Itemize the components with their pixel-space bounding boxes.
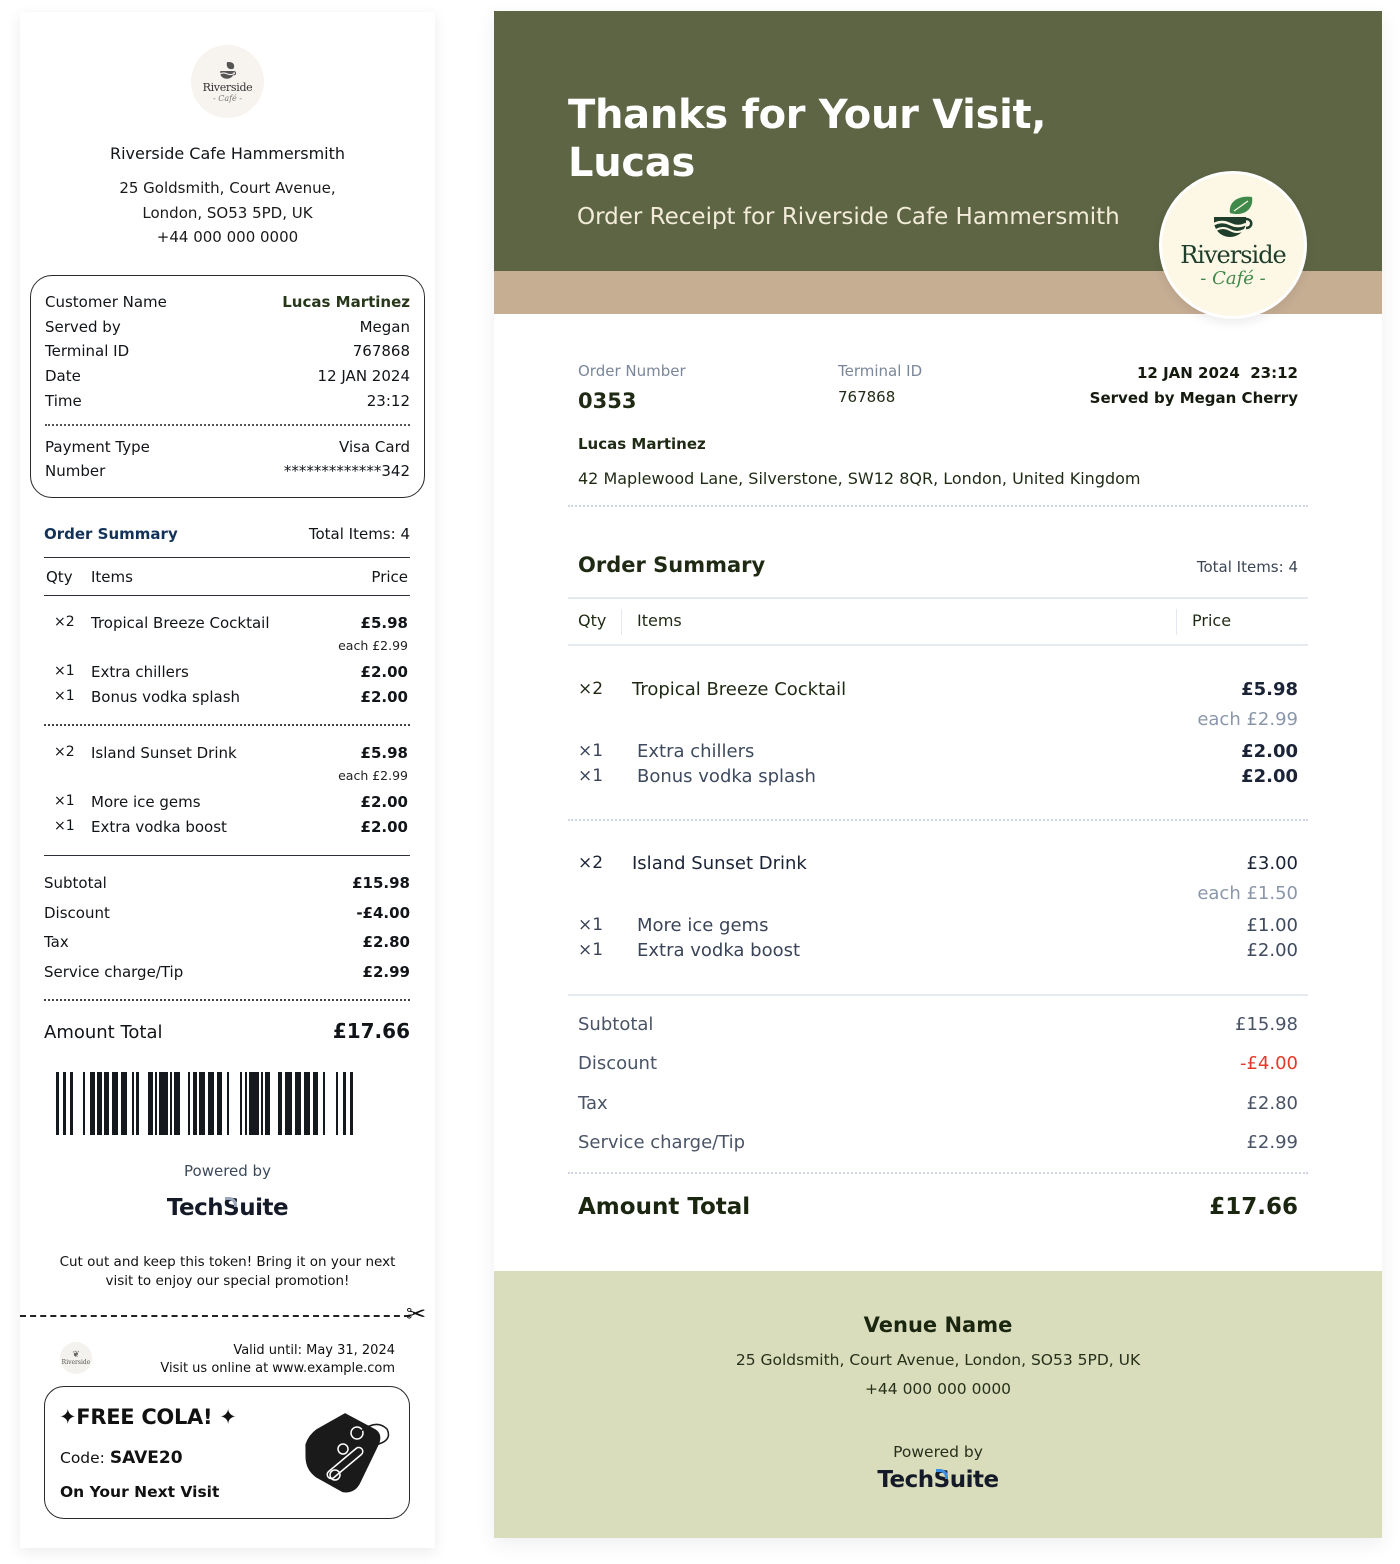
discount-row <box>44 904 410 922</box>
promo-coupon <box>44 1386 410 1519</box>
techsuite-logo <box>494 1467 1382 1493</box>
order-number: 0353 <box>578 389 637 413</box>
item-qty: ×1 <box>578 741 604 761</box>
item-unit-price: each £2.99 <box>1197 709 1298 730</box>
total-items: Total Items: 4 <box>308 525 410 543</box>
total-value: £2.99 <box>362 963 410 981</box>
coupon-validity <box>160 1342 395 1377</box>
line-item <box>578 679 1298 705</box>
venue-phone: +44 000 000 0000 <box>156 228 299 246</box>
item-price: £2.00 <box>360 793 408 811</box>
subtotal-row <box>578 1014 1298 1035</box>
info-row-served-by <box>45 315 410 340</box>
item-price: £2.00 <box>1241 741 1298 762</box>
item-name: Extra vodka boost <box>637 940 801 961</box>
logo-subword: - Café - <box>212 93 243 103</box>
order-number-label: Order Number <box>578 362 686 380</box>
tax-row <box>578 1093 1298 1114</box>
amount-total-label: Amount Total <box>578 1194 751 1220</box>
line-item <box>44 744 410 766</box>
venue-address <box>20 176 435 250</box>
col-qty: Qty <box>578 611 607 630</box>
coupon-code-label: Code: <box>60 1449 110 1467</box>
scissors-icon: ✂ <box>406 1300 427 1328</box>
item-qty: ×2 <box>578 853 604 873</box>
line-item-extra <box>44 793 410 815</box>
item-name: Bonus vodka splash <box>637 766 816 787</box>
brand-part1: Tech <box>877 1467 934 1493</box>
item-price: £2.00 <box>360 818 408 836</box>
amount-total-label: Amount Total <box>44 1022 163 1043</box>
address-line-1: 25 Goldsmith, Court Avenue, <box>119 179 336 197</box>
total-value: £2.80 <box>362 933 410 951</box>
item-qty: ×1 <box>578 940 604 960</box>
item-name: Tropical Breeze Cocktail <box>632 679 847 700</box>
customer-address: 42 Maplewood Lane, Silverstone, SW12 8QR, London, United Kingdom <box>578 469 1141 488</box>
info-row-card-number <box>45 459 410 484</box>
email-receipt <box>494 11 1382 1538</box>
info-value: 12 JAN 2024 <box>317 367 410 386</box>
total-value: £15.98 <box>352 874 410 892</box>
col-qty: Qty <box>46 568 73 586</box>
total-label: Service charge/Tip <box>578 1132 746 1153</box>
coupon-title: ✦FREE COLA! ✦ <box>59 1405 237 1429</box>
info-value: *************342 <box>283 462 410 481</box>
total-value: £2.99 <box>1246 1132 1298 1153</box>
column-separator <box>621 609 622 635</box>
logo-wordmark: Riverside <box>1180 241 1286 269</box>
order-datetime <box>1090 361 1298 411</box>
coupon-code-value: SAVE20 <box>109 1448 183 1468</box>
hero-title <box>568 91 1046 187</box>
info-label: Number <box>45 462 106 481</box>
line-item-extra <box>578 766 1298 792</box>
line-item-extra <box>44 818 410 840</box>
total-items: Total Items: 4 <box>1196 558 1298 576</box>
divider <box>44 855 410 856</box>
total-label: Discount <box>578 1053 658 1074</box>
powered-by-label: Powered by <box>893 1443 983 1461</box>
item-price: £2.00 <box>1241 766 1298 787</box>
total-value: -£4.00 <box>356 904 410 922</box>
discount-row <box>578 1053 1298 1074</box>
col-price: Price <box>1192 611 1232 630</box>
cafe-logo <box>191 45 264 118</box>
amount-total-value: £17.66 <box>332 1019 410 1043</box>
item-qty: ×2 <box>578 679 604 699</box>
item-price: £5.98 <box>360 744 408 762</box>
leaf-cup-icon <box>217 61 239 81</box>
item-name: Tropical Breeze Cocktail <box>91 614 270 632</box>
item-unit-price: each £2.99 <box>338 638 408 653</box>
divider <box>568 644 1308 646</box>
subtotal-row <box>44 874 410 892</box>
brand-part2: Suite <box>223 1195 289 1221</box>
venue-name: Riverside Cafe Hammersmith <box>109 144 346 163</box>
brand-part2: Suite <box>933 1467 999 1493</box>
line-item-extra <box>578 741 1298 767</box>
line-item <box>578 853 1298 879</box>
total-value: £2.80 <box>1246 1093 1298 1114</box>
info-row-terminal <box>45 339 410 364</box>
item-name: Extra chillers <box>637 741 755 762</box>
col-items: Items <box>637 611 682 630</box>
service-charge-row <box>44 963 410 981</box>
dotted-divider <box>568 505 1308 507</box>
total-label: Tax <box>44 933 69 951</box>
info-value: 23:12 <box>366 391 410 410</box>
venue-footer <box>494 1271 1382 1538</box>
coupon-subtitle: On Your Next Visit <box>60 1483 220 1501</box>
customer-name: Lucas Martinez <box>578 435 706 453</box>
item-name: More ice gems <box>91 793 201 811</box>
item-unit-price: each £2.99 <box>338 768 408 783</box>
item-qty: ×1 <box>578 915 604 935</box>
item-qty: ×1 <box>54 818 75 834</box>
brand-part1: Tech <box>166 1195 224 1221</box>
line-item-extra <box>578 940 1298 966</box>
total-label: Service charge/Tip <box>44 963 184 981</box>
discount-tag-icon <box>305 1407 395 1497</box>
item-qty: ×1 <box>54 793 75 809</box>
amount-total-row <box>578 1194 1298 1220</box>
line-item <box>44 614 410 636</box>
logo-subword: - Café - <box>1200 268 1266 289</box>
total-value: £15.98 <box>1235 1014 1298 1035</box>
hero-subtitle: Order Receipt for Riverside Cafe Hammersmith <box>577 204 1120 230</box>
service-charge-row <box>578 1132 1298 1153</box>
hero-title-line2: Lucas <box>568 140 695 186</box>
total-value: -£4.00 <box>1239 1053 1298 1074</box>
thermal-receipt <box>20 12 435 1548</box>
divider <box>44 557 410 558</box>
divider <box>568 597 1308 599</box>
item-unit-price: each £1.50 <box>1197 883 1298 904</box>
item-price: £2.00 <box>360 688 408 706</box>
footer-venue-name: Venue Name <box>863 1313 1013 1337</box>
item-price: £2.00 <box>360 663 408 681</box>
logo-wordmark: Riverside <box>202 80 253 94</box>
info-row-customer <box>45 290 410 315</box>
valid-until: Valid until: May 31, 2024 <box>233 1343 395 1358</box>
dotted-divider <box>568 1172 1308 1174</box>
cafe-logo-large <box>1159 171 1307 319</box>
item-qty: ×2 <box>54 744 75 760</box>
terminal-id: 767868 <box>838 388 896 406</box>
info-label: Date <box>45 367 81 386</box>
item-qty: ×1 <box>54 663 75 679</box>
address-line-2: London, SO53 5PD, UK <box>142 203 313 222</box>
order-summary-title: Order Summary <box>44 525 178 543</box>
info-label: Payment Type <box>45 437 150 456</box>
mini-logo-text: Riverside <box>61 1358 91 1366</box>
line-item-extra <box>44 688 410 710</box>
item-name: Island Sunset Drink <box>632 853 807 874</box>
cut-out-message <box>20 1253 435 1290</box>
cut-line <box>20 1315 410 1317</box>
dotted-divider <box>45 424 410 426</box>
terminal-id-label: Terminal ID <box>838 362 923 380</box>
divider <box>44 595 410 596</box>
order-summary-header <box>578 553 1298 577</box>
website-link: Visit us online at www.example.com <box>160 1360 395 1376</box>
item-name: Island Sunset Drink <box>91 744 237 762</box>
table-header <box>568 609 1308 639</box>
cafe-logo-small <box>60 1342 92 1374</box>
item-price: £3.00 <box>1246 853 1298 874</box>
dotted-divider <box>568 819 1308 821</box>
techsuite-logo <box>20 1195 435 1221</box>
leaf-cup-icon <box>1208 195 1258 241</box>
info-value: Megan <box>359 317 410 336</box>
line-item-extra <box>578 915 1298 941</box>
info-row-date <box>45 364 410 389</box>
info-value: Visa Card <box>339 437 410 456</box>
footer-phone: +44 000 000 0000 <box>864 1380 1012 1398</box>
item-name: Bonus vodka splash <box>91 688 241 706</box>
item-price: £2.00 <box>1246 940 1298 961</box>
amount-total-row <box>44 1019 410 1043</box>
datetime: 12 JAN 2024 23:12 <box>1136 364 1298 382</box>
barcode <box>56 1072 400 1135</box>
info-label: Served by <box>45 317 121 336</box>
item-price: £5.98 <box>360 614 408 632</box>
total-label: Subtotal <box>44 874 107 892</box>
item-name: More ice gems <box>637 915 769 936</box>
order-info-box <box>30 275 425 498</box>
coupon-code <box>60 1448 183 1468</box>
hero-title-line1: Thanks for Your Visit, <box>568 92 1047 138</box>
total-label: Discount <box>44 904 110 922</box>
total-label: Subtotal <box>578 1014 654 1035</box>
order-summary-header <box>44 525 410 543</box>
amount-total-value: £17.66 <box>1209 1194 1298 1220</box>
served-by: Served by Megan Cherry <box>1089 389 1298 407</box>
powered-by-label: Powered by <box>184 1162 271 1180</box>
footer-address: 25 Goldsmith, Court Avenue, London, SO53 5PD, UK <box>735 1351 1141 1369</box>
info-label: Time <box>45 391 82 410</box>
divider <box>568 994 1308 996</box>
col-items: Items <box>91 568 133 586</box>
item-price: £5.98 <box>1241 679 1298 700</box>
info-value: 767868 <box>352 342 410 361</box>
mini-logo-leaf-icon: ❦ <box>72 1349 80 1360</box>
item-name: Extra vodka boost <box>91 818 227 836</box>
info-label: Terminal ID <box>45 342 130 361</box>
order-summary-title: Order Summary <box>578 553 766 577</box>
column-separator <box>1176 609 1177 635</box>
item-qty: ×1 <box>54 688 75 704</box>
col-price: Price <box>371 568 408 586</box>
dotted-divider <box>44 724 410 726</box>
tax-row <box>44 933 410 951</box>
info-label: Customer Name <box>45 293 167 311</box>
cut-out-text: Cut out and keep this token! Bring it on your next visit to enjoy our special promotion! <box>59 1254 396 1289</box>
item-qty: ×2 <box>54 614 75 630</box>
item-qty: ×1 <box>578 766 604 786</box>
total-label: Tax <box>578 1093 608 1114</box>
dotted-divider <box>44 999 410 1001</box>
item-name: Extra chillers <box>91 663 189 681</box>
info-row-time <box>45 389 410 414</box>
item-price: £1.00 <box>1246 915 1298 936</box>
line-item-extra <box>44 663 410 685</box>
info-value: Lucas Martinez <box>282 293 410 311</box>
info-row-payment-type <box>45 435 410 460</box>
